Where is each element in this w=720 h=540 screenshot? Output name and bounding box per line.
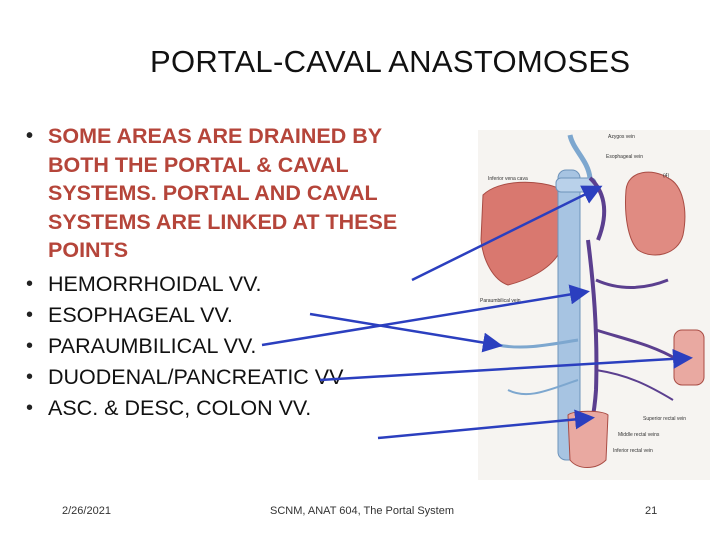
footer-date: 2/26/2021: [62, 505, 111, 517]
label-middle-rectal: Middle rectal veins: [618, 432, 660, 438]
bullet-item-text: DUODENAL/PANCREATIC VV: [48, 364, 344, 389]
bullet-dot-icon: •: [26, 396, 34, 419]
label-azygos: Azygos vein: [608, 134, 635, 140]
bullet-dot-icon: •: [26, 272, 34, 295]
arrow-paraumbilical: [310, 314, 498, 345]
bullet-item-text: ASC. & DESC, COLON VV.: [48, 395, 312, 420]
lead-bullet-text: SOME AREAS ARE DRAINED BY BOTH THE PORTAL & CAVAL SYSTEMS. PORTAL AND CAVAL SYSTEMS ARE LINKED AT THESE POINTS: [48, 124, 398, 262]
label-ivc: Inferior vena cava: [488, 176, 528, 182]
label-superior-rectal: Superior rectal vein: [643, 416, 687, 422]
bullet-dot-icon: •: [26, 125, 34, 147]
bullet-item-text: HEMORRHOIDAL VV.: [48, 271, 262, 296]
bullet-dot-icon: •: [26, 334, 34, 357]
arrow-hemorrhoidal: [378, 418, 590, 438]
label-paraumbilical: Paraumbilical vein: [480, 298, 521, 304]
label-marker-4: (4): [663, 173, 670, 179]
bullet-item-text: ESOPHAGEAL VV.: [48, 302, 233, 327]
footer-course: SCNM, ANAT 604, The Portal System: [270, 505, 455, 517]
footer-page-number: 21: [645, 505, 658, 517]
arrow-duodenal: [262, 292, 585, 345]
arrow-colon: [320, 358, 688, 380]
bullet-dot-icon: •: [26, 303, 34, 326]
bullet-dot-icon: •: [26, 365, 34, 388]
label-esophageal: Esophageal vein: [606, 154, 643, 160]
arrow-esophageal: [412, 188, 598, 280]
label-inferior-rectal: Inferior rectal vein: [613, 448, 653, 454]
bullet-item-text: PARAUMBILICAL VV.: [48, 333, 257, 358]
slide-title: PORTAL-CAVAL ANASTOMOSES: [150, 44, 631, 79]
